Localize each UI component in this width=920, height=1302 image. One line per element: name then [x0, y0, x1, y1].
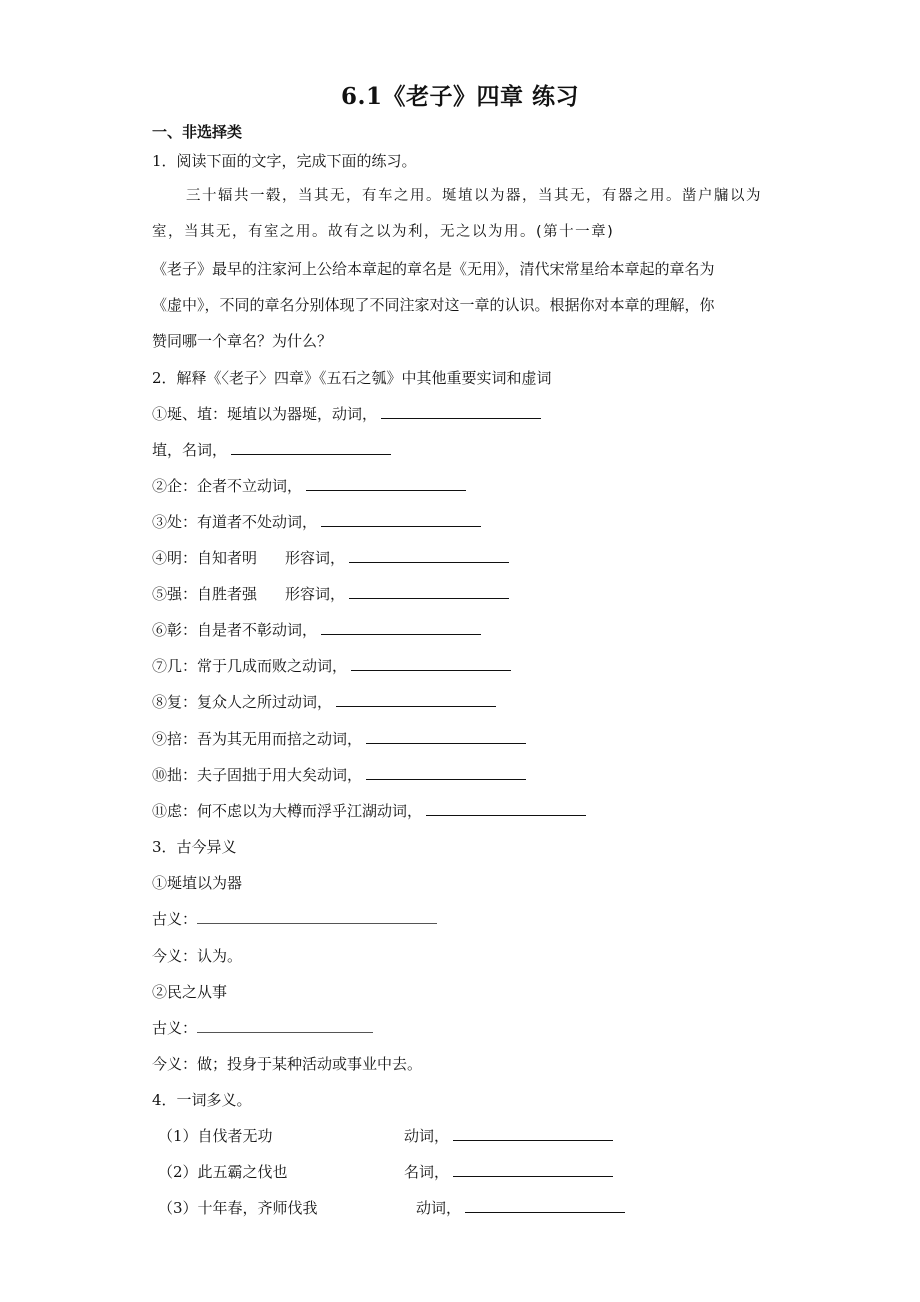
answer-blank[interactable] [453, 1162, 613, 1177]
answer-blank[interactable] [426, 801, 586, 816]
q2-item-pos: 形容词， [285, 585, 346, 603]
q2-item-2 [152, 476, 466, 496]
q2-item-text: ⑪虑：何不虑以为大樽而浮乎江湖动词， [152, 802, 423, 820]
answer-blank[interactable] [349, 548, 509, 563]
q4-phrase: （1）自伐者无功 [158, 1127, 273, 1145]
q4-item-3 [158, 1198, 625, 1218]
q3-item-2-gu [152, 1018, 373, 1038]
q2-item-3 [152, 512, 481, 532]
q2-stem: 2．解释《〈老子〉四章》《五石之瓠》中其他重要实词和虚词 [152, 369, 552, 387]
q2-item-text: ⑨掊：吾为其无用而掊之动词， [152, 730, 363, 748]
answer-blank[interactable] [231, 440, 391, 455]
answer-blank[interactable] [306, 476, 466, 491]
q4-stem: 4．一词多义。 [152, 1091, 252, 1109]
q4-pos: 动词， [416, 1199, 462, 1217]
gu-label: 古义： [152, 1019, 198, 1037]
q1-question-line-3: 赞同哪一个章名？为什么？ [152, 332, 333, 350]
q1-passage-line-2: 室，当其无，有室之用。故有之以为利，无之以为用。(第十一章) [152, 224, 615, 240]
q2-item-text: 埴，名词， [152, 441, 228, 459]
q1-question-line-1: 《老子》最早的注家河上公给本章起的章名是《无用》，清代宋常星给本章起的章名为 [152, 260, 715, 278]
q1-question-line-2: 《虚中》，不同的章名分别体现了不同注家对这一章的认识。根据你对本章的理解，你 [152, 296, 715, 314]
q2-item-text: ②企：企者不立动词， [152, 477, 303, 495]
q4-phrase: （3）十年春，齐师伐我 [158, 1199, 318, 1217]
q2-item-4 [152, 548, 509, 568]
q2-item-10 [152, 765, 526, 785]
q2-item-text: ⑤强：自胜者强 [152, 585, 258, 603]
q2-item-8 [152, 692, 496, 712]
q2-item-text: ③处：有道者不处动词， [152, 513, 318, 531]
q2-item-1 [152, 404, 541, 424]
answer-blank[interactable] [349, 584, 509, 599]
q4-item-1 [158, 1126, 613, 1146]
q4-pos: 动词， [404, 1127, 450, 1145]
q2-item-text: ④明：自知者明 [152, 549, 258, 567]
answer-blank[interactable] [366, 765, 526, 780]
q3-item-1-jin: 今义：认为。 [152, 947, 243, 965]
answer-blank[interactable] [465, 1198, 625, 1213]
answer-blank[interactable] [197, 1018, 373, 1033]
q3-item-2-jin: 今义：做；投身于某种活动或事业中去。 [152, 1055, 423, 1073]
q3-item-1-gu [152, 909, 437, 929]
section-heading: 一、非选择类 [152, 123, 243, 141]
q2-item-text: ⑩拙：夫子固拙于用大矣动词， [152, 766, 363, 784]
q1-stem: 1．阅读下面的文字，完成下面的练习。 [152, 152, 417, 170]
answer-blank[interactable] [351, 656, 511, 671]
answer-blank[interactable] [366, 729, 526, 744]
q2-item-6 [152, 620, 481, 640]
q3-item-2-head: ②民之从事 [152, 983, 228, 1001]
q2-item-9 [152, 729, 526, 749]
answer-blank[interactable] [381, 404, 541, 419]
q2-item-1b [152, 440, 391, 460]
q2-item-text: ⑦几：常于几成而败之动词， [152, 657, 348, 675]
q2-item-text: ①埏、埴：埏埴以为器埏，动词， [152, 405, 378, 423]
gu-label: 古义： [152, 910, 198, 928]
answer-blank[interactable] [197, 909, 437, 924]
answer-blank[interactable] [336, 692, 496, 707]
q4-pos: 名词， [404, 1163, 450, 1181]
q2-item-5 [152, 584, 509, 604]
q2-item-text: ⑥彰：自是者不彰动词， [152, 621, 318, 639]
q2-item-7 [152, 656, 511, 676]
q2-item-text: ⑧复：复众人之所过动词， [152, 693, 333, 711]
q4-item-2 [158, 1162, 613, 1182]
q3-stem: 3．古今异义 [152, 838, 237, 856]
answer-blank[interactable] [453, 1126, 613, 1141]
q2-item-11 [152, 801, 586, 821]
q3-item-1-head: ①埏埴以为器 [152, 874, 243, 892]
q2-item-pos: 形容词， [285, 549, 346, 567]
page-title: 6.1《老子》四章 练习 [340, 83, 580, 110]
answer-blank[interactable] [321, 512, 481, 527]
q4-phrase: （2）此五霸之伐也 [158, 1163, 288, 1181]
answer-blank[interactable] [321, 620, 481, 635]
q1-passage-line-1: 三十辐共一毂，当其无，有车之用。埏埴以为器，当其无，有器之用。凿户牖以为 [186, 188, 762, 204]
